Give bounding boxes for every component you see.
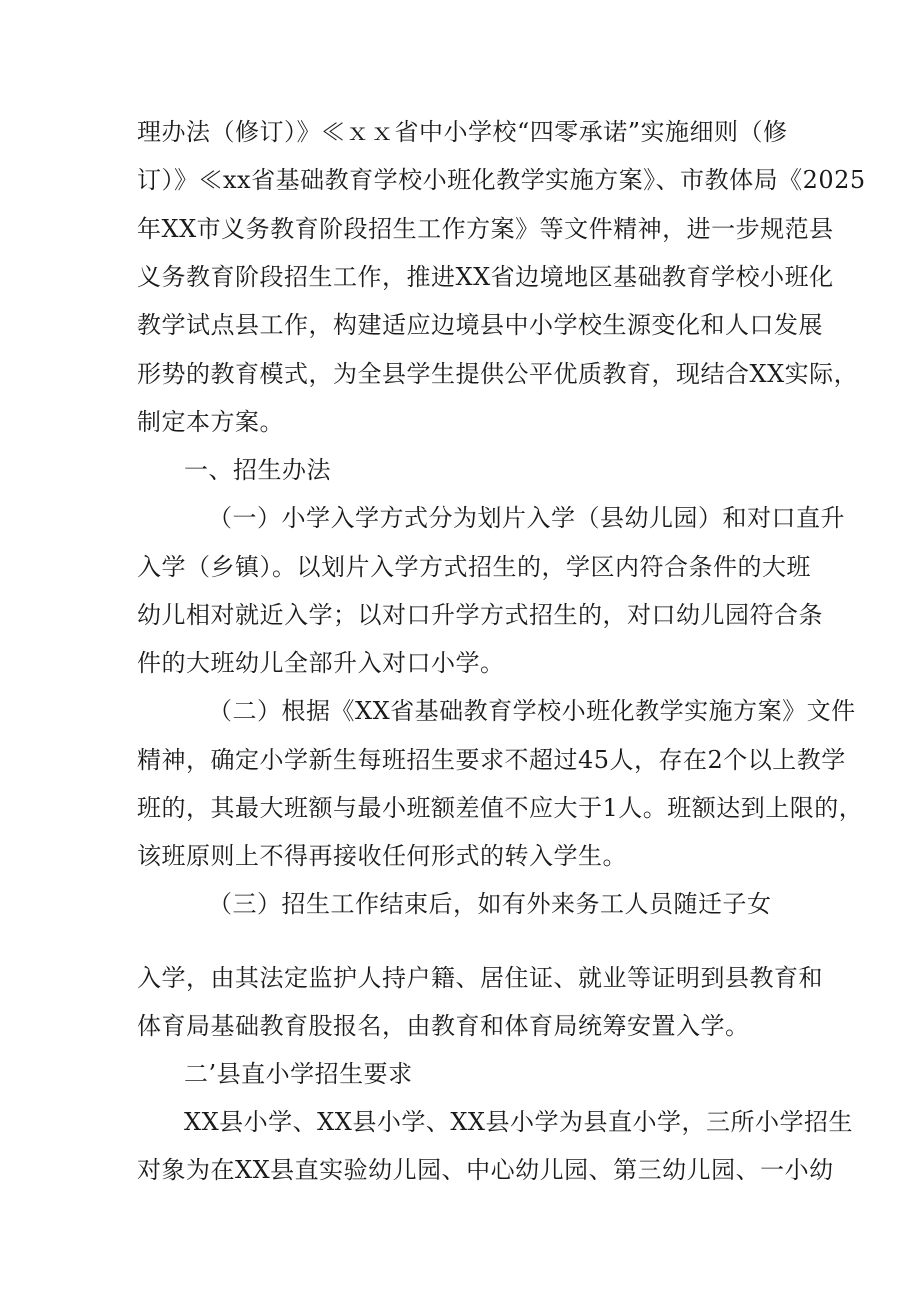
text-line: 教学试点县工作，构建适应边境县中小学校生源变化和人口发展	[137, 311, 823, 339]
text-line: （一）小学入学方式分为划片入学（县幼儿园）和对口直升	[208, 504, 845, 532]
text-line: 幼儿相对就近入学；以对口升学方式招生的，对口幼儿园符合条	[137, 601, 823, 629]
section-heading: 一、招生办法	[184, 456, 331, 484]
text-line: 年XX市义务教育阶段招生工作方案》等文件精神，进一步规范县	[137, 215, 834, 243]
text-line: 订）》≪xx省基础教育学校小班化教学实施方案》、市教体局《2025	[137, 166, 866, 194]
text-line: 班的，其最大班额与最小班额差值不应大于1人。班额达到上限的，	[137, 794, 864, 822]
text-line: 理办法（修订）》≪ｘｘ省中小学校“四零承诺”实施细则（修	[137, 118, 788, 146]
text-line: 对象为在XX县直实验幼儿园、中心幼儿园、第三幼儿园、一小幼	[137, 1156, 834, 1184]
text-line: 入学，由其法定监护人持户籍、居住证、就业等证明到县教育和	[137, 964, 823, 992]
text-line: 精神，确定小学新生每班招生要求不超过45人，存在2个以上教学	[137, 746, 846, 774]
text-line: （二）根据《XX省基础教育学校小班化教学实施方案》文件	[208, 697, 856, 725]
text-line: 件的大班幼儿全部升入对口小学。	[137, 649, 505, 677]
text-line: 制定本方案。	[137, 408, 284, 436]
text-line: 义务教育阶段招生工作，推进XX省边境地区基础教育学校小班化	[137, 263, 834, 291]
text-line: 体育局基础教育股报名，由教育和体育局统筹安置入学。	[137, 1012, 750, 1040]
section-heading: 二’县直小学招生要求	[184, 1060, 413, 1088]
text-line: XX县小学、XX县小学、XX县小学为县直小学，三所小学招生	[184, 1108, 854, 1136]
text-line: （三）招生工作结束后，如有外来务工人员随迁子女	[208, 890, 772, 918]
text-line: 形势的教育模式，为全县学生提供公平优质教育，现结合XX实际，	[137, 360, 859, 388]
text-line: 该班原则上不得再接收任何形式的转入学生。	[137, 842, 627, 870]
text-line: 入学（乡镇）。以划片入学方式招生的，学区内符合条件的大班	[137, 553, 811, 581]
